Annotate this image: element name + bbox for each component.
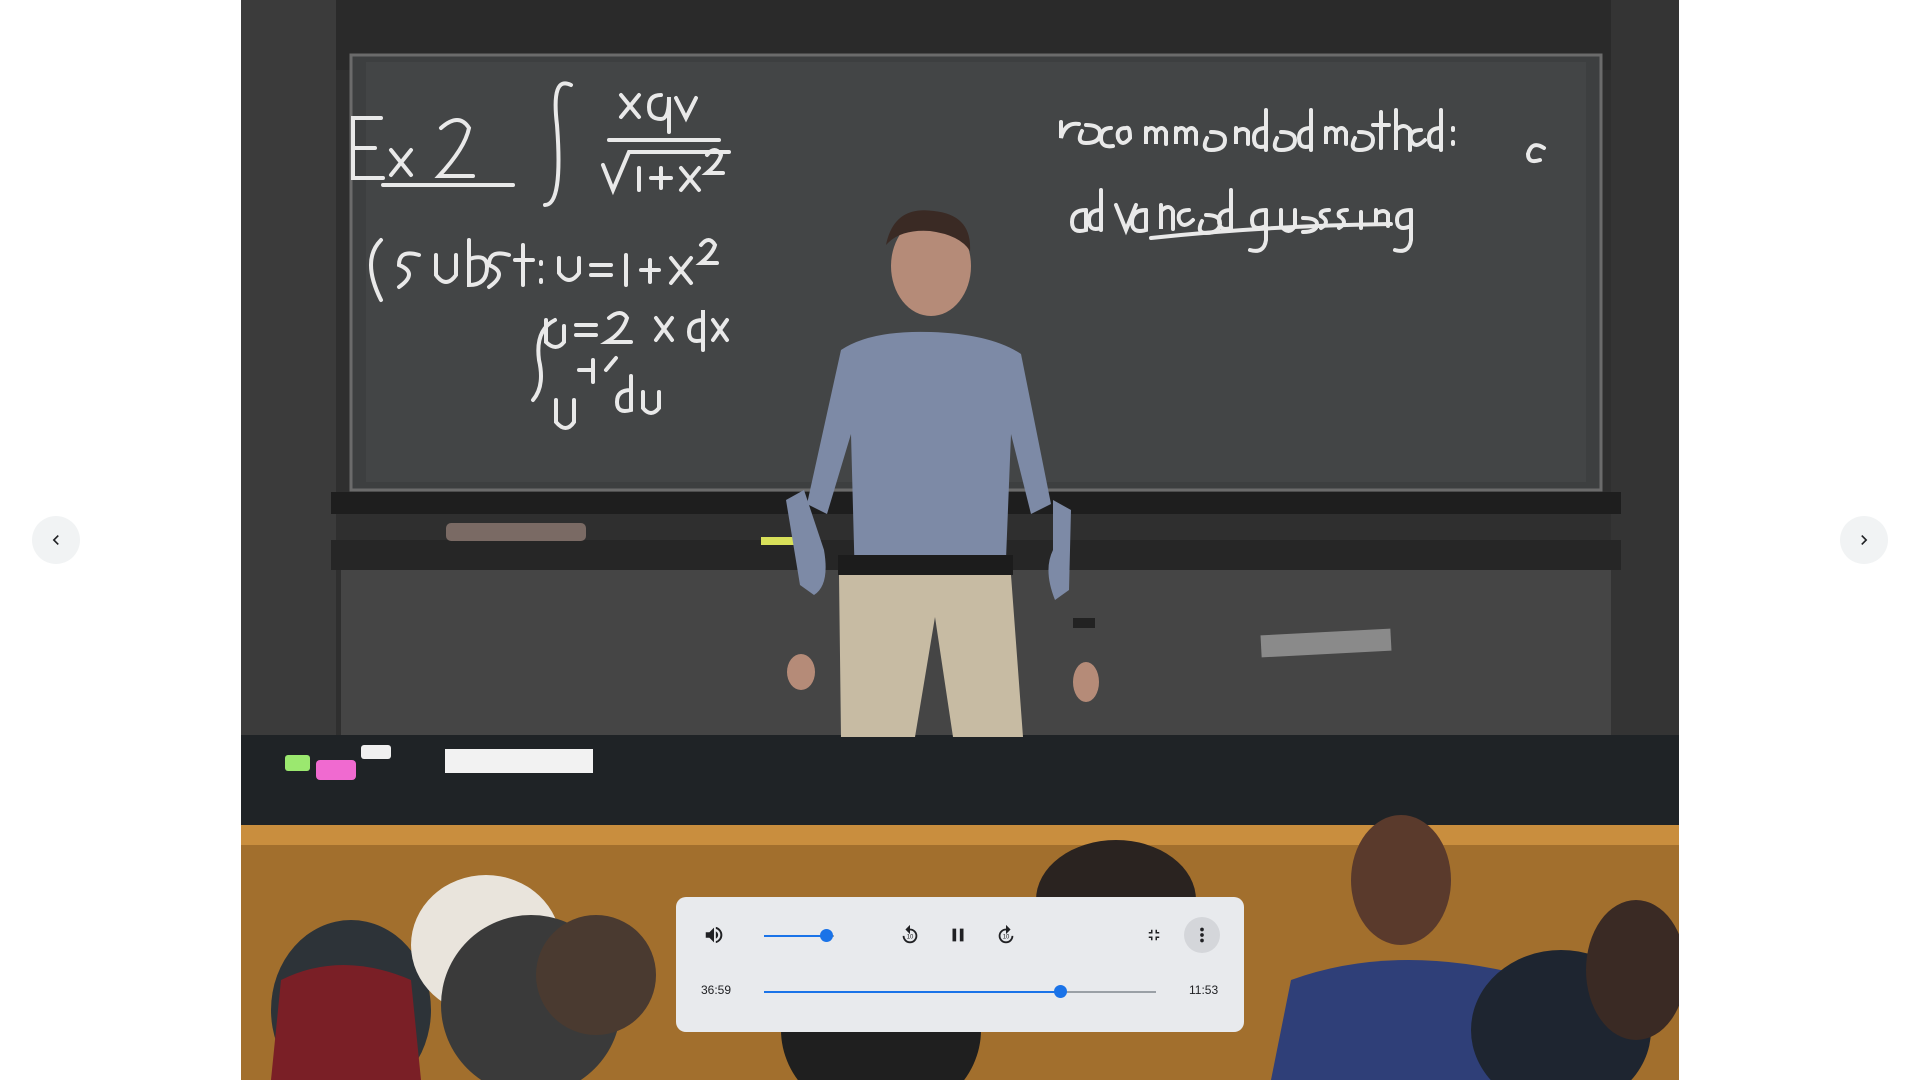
svg-text:10: 10 xyxy=(1002,934,1010,941)
rewind-10-button[interactable] xyxy=(892,917,928,953)
svg-text:10: 10 xyxy=(906,934,914,941)
volume-up-icon xyxy=(703,924,725,946)
seek-slider-fill xyxy=(764,991,1060,993)
current-time: 36:59 xyxy=(701,983,732,997)
forward-10-button[interactable] xyxy=(988,917,1024,953)
mute-button[interactable] xyxy=(696,917,732,953)
chevron-left-icon xyxy=(46,530,66,550)
more-vert-icon xyxy=(1191,924,1213,946)
forward-10-icon xyxy=(995,924,1017,946)
volume-slider[interactable] xyxy=(764,935,834,937)
previous-button[interactable] xyxy=(32,516,80,564)
fullscreen-exit-icon xyxy=(1145,926,1163,944)
more-options-button[interactable] xyxy=(1184,917,1220,953)
pause-button[interactable] xyxy=(940,917,976,953)
volume-slider-thumb[interactable] xyxy=(820,929,833,942)
next-button[interactable] xyxy=(1840,516,1888,564)
seek-slider-thumb[interactable] xyxy=(1054,985,1067,998)
volume-slider-fill xyxy=(764,935,826,937)
pause-icon xyxy=(947,924,969,946)
media-controls xyxy=(676,897,1244,1032)
seek-slider[interactable] xyxy=(764,991,1156,993)
replay-10-icon xyxy=(899,924,921,946)
duration-time: 11:53 xyxy=(1189,983,1219,997)
exit-fullscreen-button[interactable] xyxy=(1136,917,1172,953)
chevron-right-icon xyxy=(1854,530,1874,550)
